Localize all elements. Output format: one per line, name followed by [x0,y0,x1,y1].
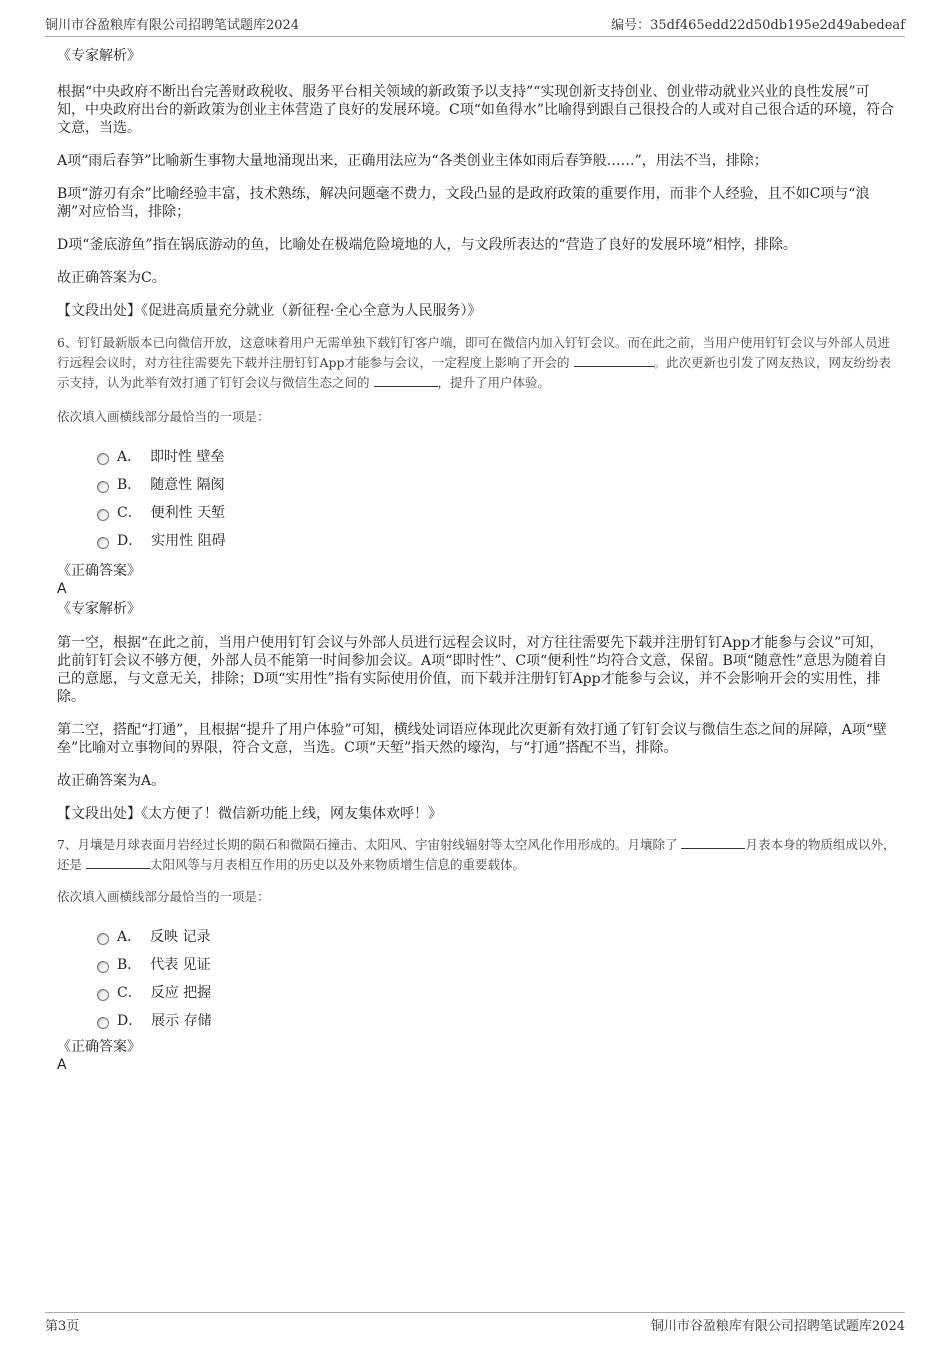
q7-prompt: 依次填入画横线部分最恰当的一项是： [57,889,270,904]
q5-source: 【文段出处】《促进高质量充分就业（新征程·全心全意为人民服务）》 [57,303,482,319]
q6-analysis-p2: 第二空，搭配“打通”，且根据“提升了用户体验”可知，横线处词语应体现此次更新有效打通了钉钉会议与微信生态之间的屏障，A项“壁垒”比喻对立事物间的界限，符合文意，当选。C项“天堑”指天然的壕沟，与“打通”搭配不当，排除。 [57,722,887,756]
q6-analysis-p1: 第一空，根据“在此之前，当用户使用钉钉会议与外部人员进行远程会议时，对方往往需要先下载并注册钉钉App才能参与会议”可知，此前钉钉会议不够方便，外部人员不能第一时间参加会议。A项“即时性”、C项“便利性”均符合文意，保留。B项“随意性”意思为随着自己的意愿，与文意无关，排除；D项“实用性”指有实际使用价值，而下载并注册钉钉App才能参与会议，并不会影响开会的实用性，排除。 [57,635,888,705]
q5-analysis-p3: B项“游刃有余”比喻经验丰富，技术熟练，解决问题毫不费力，文段凸显的是政府政策的重要作用，而非个人经验，且不如C项与“浪潮”对应恰当，排除； [57,186,870,220]
page-content [57,44,897,1073]
option-letter: B． [117,957,142,973]
option-letter: B． [117,477,142,493]
page-number: 第3页 [45,1319,80,1334]
q6-conclusion: 故正确答案为A。 [57,773,166,789]
radio-icon[interactable] [97,509,109,521]
q7-option-c[interactable] [57,979,897,1007]
option-letter: C． [117,985,142,1001]
q7-option-d[interactable] [57,1007,897,1035]
q7-options [57,923,897,1035]
q6-option-d[interactable] [57,527,897,555]
q6-blank-2 [374,374,438,387]
option-text: 即时性 壁垒 [150,449,225,465]
option-text: 便利性 天堑 [150,505,226,521]
option-letter: C． [117,505,142,521]
q6-stem-part3: ，提升了用户体验。 [437,375,551,390]
option-text: 反映 记录 [150,929,211,945]
q6-option-a[interactable] [57,443,897,471]
header-title: 铜川市谷盈粮库有限公司招聘笔试题库2024 [45,18,300,33]
q7-stem-part1: 7、月壤是月球表面月岩经过长期的陨石和微陨石撞击、太阳风、宇宙射线辐射等太空风化作用形成的。月壤除了 [57,837,678,852]
q7-stem-part2: 月表本身的物质组成以外，还是 [57,837,896,872]
page-footer [45,1312,905,1339]
q5-conclusion: 故正确答案为C。 [57,270,166,286]
radio-icon[interactable] [97,961,109,973]
option-text: 反应 把握 [150,985,212,1001]
q6-blank-1 [574,354,654,367]
q7-option-b[interactable] [57,951,897,979]
q7-blank-1 [681,836,745,849]
q6-analysis-label: 《专家解析》 [57,601,141,617]
q7-stem [57,835,897,875]
q6-source: 【文段出处】《太方便了！微信新功能上线，网友集体欢呼！》 [57,806,442,822]
q6-options [57,443,897,555]
q5-analysis-p1: 根据“中央政府不断出台完善财政税收、服务平台相关领域的新政策予以支持”“实现创新支持创业、创业带动就业兴业的良性发展”可知，中央政府出台的新政策为创业主体营造了良好的发展环境。C项“如鱼得水”比喻得到跟自己很投合的人或对自己很合适的环境，符合文意，当选。 [57,84,895,136]
option-text: 代表 见证 [150,957,211,973]
q6-stem-part1: 6、钉钉最新版本已向微信开放，这意味着用户无需单独下载钉钉客户端，即可在微信内加入钉钉会议。而在此之前，当用户使用钉钉会议与外部人员进行远程会议时，对方往往需要先下载并注册钉钉App才能参与会议，一定程度上影响了开会的 [57,335,890,370]
radio-icon[interactable] [97,989,109,1001]
q6-stem [57,333,897,393]
q7-stem-part3: 太阳风等与月表相互作用的历史以及外来物质增生信息的重要载体。 [150,857,526,872]
radio-icon[interactable] [97,537,109,549]
radio-icon[interactable] [97,1017,109,1029]
q6-prompt: 依次填入画横线部分最恰当的一项是： [57,409,270,424]
option-text: 随意性 隔阂 [150,477,225,493]
option-letter: A． [117,449,142,465]
page-header [45,14,905,37]
q5-analysis-p4: D项“釜底游鱼”指在锅底游动的鱼，比喻处在极端危险境地的人，与文段所表达的“营造了良好的发展环境”相悖，排除。 [57,237,797,253]
q7-answer: A [57,1057,67,1073]
q6-stem-part2: 。此次更新也引发了网友热议，网友纷纷表示支持，认为此举有效打通了钉钉会议与微信生态之间的 [57,355,892,390]
q6-answer-label: 《正确答案》 [57,563,141,579]
option-text: 实用性 阻碍 [151,533,226,549]
radio-icon[interactable] [97,453,109,465]
header-serial: 编号：35df465edd22d50db195e2d49abedeaf [611,18,905,33]
option-letter: A． [117,929,142,945]
radio-icon[interactable] [97,933,109,945]
option-text: 展示 存储 [151,1013,212,1029]
q7-answer-label: 《正确答案》 [57,1039,141,1055]
radio-icon[interactable] [97,481,109,493]
footer-title: 铜川市谷盈粮库有限公司招聘笔试题库2024 [650,1319,905,1334]
q6-option-c[interactable] [57,499,897,527]
q5-analysis-p2: A项“雨后春笋”比喻新生事物大量地涌现出来，正确用法应为“各类创业主体如雨后春笋般……”，用法不当，排除； [57,153,768,169]
q5-analysis-label: 《专家解析》 [57,48,141,64]
q6-option-b[interactable] [57,471,897,499]
q7-option-a[interactable] [57,923,897,951]
q6-answer: A [57,581,67,597]
q7-blank-2 [86,856,150,869]
option-letter: D． [117,533,143,549]
option-letter: D． [117,1013,143,1029]
